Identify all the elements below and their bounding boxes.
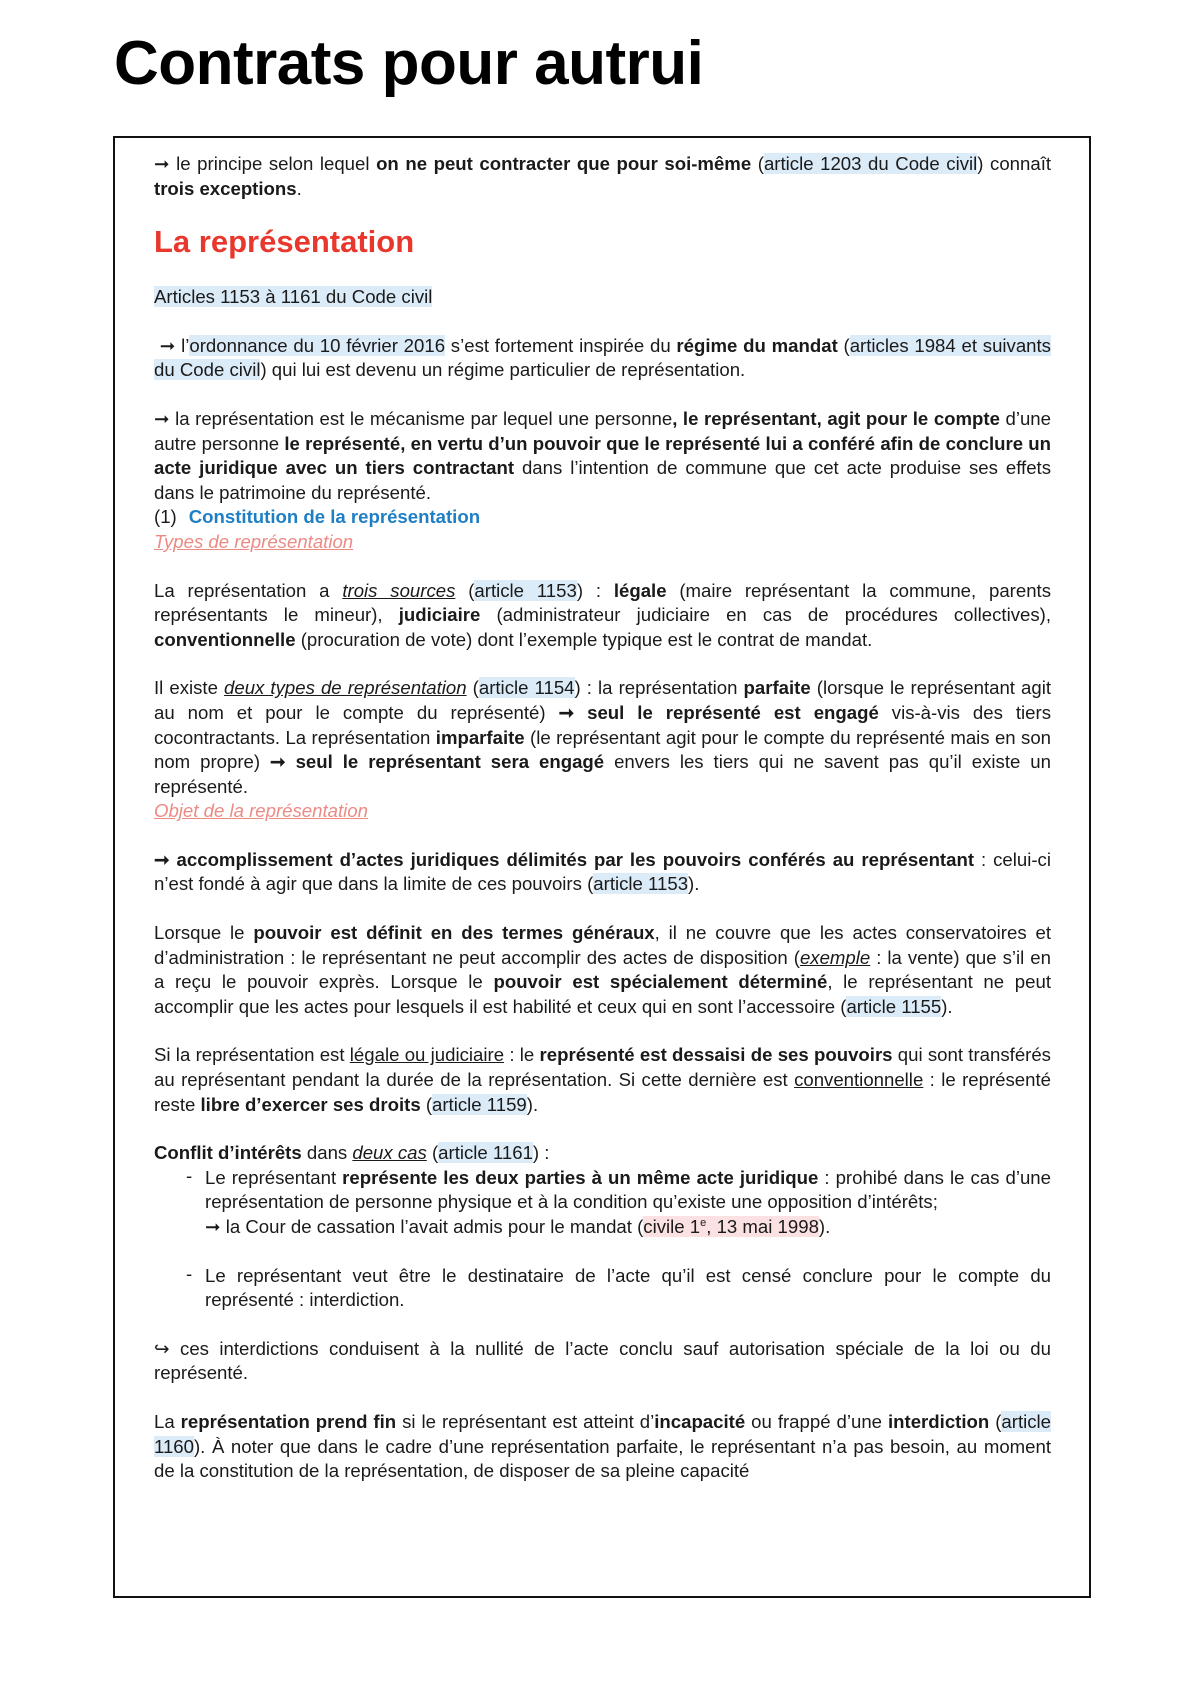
subsection-number: (1) [154,506,177,528]
article-reference: articles 1984 et suivants du Code civil [154,334,1051,381]
case-reference: civile 1e, 13 mai 1998 [643,1216,819,1237]
subsection-heading [154,505,1051,530]
article-reference: article 1160 [154,1410,1052,1457]
article-reference: Articles 1153 à 1161 du Code civil [154,286,433,308]
definition-paragraph: ➞ la représentation est le mécanisme par lequel une personne, le représentant, agit pour le compte d’une autre personne le représenté, en vertu d’un pouvoir que le représenté lui a conféré afin de conclure un acte juridique avec un tiers contractant dans l’intention de commune que cet acte produise ses effets dans le patrimoine du représenté. [154,407,1052,503]
article-reference: article 1203 du Code civil [763,153,978,174]
articles-reference-line [154,285,1051,310]
article-reference: article 1159 [432,1093,527,1115]
types-heading: Types de représentation [154,530,354,552]
conflit-paragraph: Conflit d’intérêts dans deux cas (article 1161) : [154,1142,550,1164]
content-frame [113,136,1091,1598]
list-item: - Le représentant veut être le destinataire de l’acte qu’il est censé conclure pour le compte du représenté : interdiction. [154,1264,1051,1313]
section-heading: La représentation [154,224,415,260]
ordonnance-paragraph: ➞ l’ordonnance du 10 février 2016 s’est fortement inspirée du régime du mandat (articles 1984 et suivants du Code civil) qui lui est devenu un régime particulier de représentation. [154,334,1051,381]
types-paragraph: Il existe deux types de représentation (article 1154) : la représentation parfaite (lorsque le représentant agit au nom et pour le compte du représenté) ➞ seul le représenté est engagé vis-à-vis des tiers cocontractants. La représentation imparfaite (le représentant agit pour le compte du représenté mais en son nom propre) ➞ seul le représentant sera engagé envers les tiers qui ne savent pas qu’il existe un représenté. [154,677,1052,797]
arrow-icon: ➞ [154,407,170,429]
article-reference: article 1154 [478,677,575,699]
objet-heading: Objet de la représentation [154,800,368,822]
pouvoir-paragraph: Lorsque le pouvoir est définit en des termes généraux, il ne couvre que les actes conservatoires et d’administration : le représentant ne peut accomplir des actes de disposition (exemple : la vente) que s’il en a reçu le pouvoir exprès. Lorsque le pouvoir est spécialement déterminé, le représentant ne peut accomplir que les actes pour lesquels il est habilité et ceux qui en sont l’accessoire (article 1155). [154,922,1052,1017]
page-title: Contrats pour autrui [114,29,704,98]
subsection-title: Constitution de la représentation [188,506,481,528]
article-reference: article 1161 [438,1142,533,1164]
article-reference: article 1153 [474,579,577,601]
ordonnance-reference: ordonnance du 10 février 2016 [189,334,446,356]
fin-paragraph: La représentation prend fin si le représentant est atteint d’incapacité ou frappé d’une interdiction (article 1160). À noter que dans le cadre d’une représentation parfaite, le représentant n’a pas besoin, au moment de la constitution de la représentation, de disposer de sa pleine capacité [154,1410,1052,1482]
interdictions-paragraph: ↪ ces interdictions conduisent à la nullité de l’acte conclu sauf autorisation spéciale de la loi ou du représenté. [154,1337,1051,1384]
article-reference: article 1153 [593,873,689,895]
legale-paragraph: Si la représentation est légale ou judiciaire : le représenté est dessaisi de ses pouvoirs qui sont transférés au représentant pendant la durée de la représentation. Si cette dernière est conventionnelle : le représenté reste libre d’exercer ses droits (article 1159). [154,1044,1051,1115]
article-reference: article 1155 [846,995,942,1017]
list-item: - Le représentant représente les deux parties à un même acte juridique : prohibé dans le cas d’une représentation de personne physique et à la condition qu’existe une opposition d’intérêts; ➞ la Cour de cassation l’avait admis pour le mandat (civile 1e, 13 mai 1998). [154,1166,1051,1240]
sources-paragraph: La représentation a trois sources (article 1153) : légale (maire représentant la commune, parents représentants le mineur), judiciaire (administrateur judiciaire en cas de procédures collectives), conventionnelle (procuration de vote) dont l’exemple typique est le contrat de mandat. [154,579,1052,650]
arrow-icon: ➞ [154,153,170,174]
intro-paragraph: ➞ le principe selon lequel on ne peut contracter que pour soi-même (article 1203 du Code civil) connaît trois exceptions. [154,153,1052,199]
arrow-icon: ➞ [159,334,176,356]
conflit-list [154,1166,1051,1313]
objet-paragraph: ➞ accomplissement d’actes juridiques délimités par les pouvoirs conférés au représentant : celui-ci n’est fondé à agir que dans la limite de ces pouvoirs (article 1153). [154,848,1051,895]
